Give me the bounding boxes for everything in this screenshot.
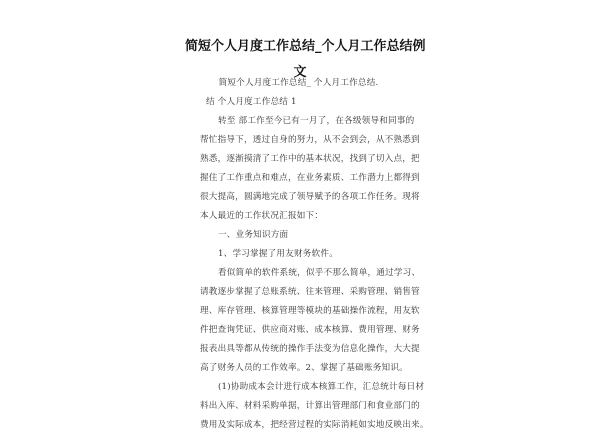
list-item: 1、学习掌握了用友财务软件。	[218, 249, 338, 259]
paragraph-line: 报表出具等都从传统的操作手法变为信息化操作，大大提	[200, 344, 420, 354]
paragraph-line: 理、库存管理、核算管理等模块的基础操作流程，用友软	[200, 306, 420, 316]
paragraph-line: 很大提高，圆满地完成了领导赋予的各项工作任务。现将	[200, 192, 420, 202]
subtitle-line: 简短个人月度工作总结_ 个人月工作总结.	[218, 78, 379, 88]
paragraph-line: 本人最近的工作状况汇报如下：	[200, 211, 324, 221]
paragraph-line: 帮忙指导下，透过自身的努力，从不会到会，从不熟悉到	[200, 135, 420, 145]
paragraph-line: (1)协助成本会计进行成本核算工作，汇总统计每日材	[218, 382, 425, 392]
title-line-1: 简短个人月度工作总结_个人月工作总结例	[185, 39, 426, 54]
document-body	[200, 74, 429, 435]
paragraph-line: 料出入库、材料采购单据，计算出管理部门和食业部门的	[200, 401, 420, 411]
paragraph-line: 件把查询凭证、供应商对账、成本核算、费用管理、财务	[200, 325, 420, 335]
list-heading: 一、业务知识方面	[218, 230, 289, 240]
paragraph-line: 熟悉，逐渐摸清了工作中的基本状况，找到了切入点，把	[200, 154, 420, 164]
paragraph-line: 看似简单的软件系统，似乎不那么简单，通过学习、	[218, 268, 421, 278]
paragraph-line: 转至 部工作至今已有一月了，在各级领导和同事的	[218, 116, 415, 126]
paragraph-line: 费用及实际成本，把经营过程的实际消耗如实地反映出来。	[200, 420, 429, 430]
section-heading: 结 个人月度工作总结 1	[206, 97, 297, 107]
paragraph-line: 握住了工作重点和难点，在业务素质、工作潜力上都得到	[200, 173, 420, 183]
paragraph-line: 高了财务人员的工作效率。2、掌握了基础账务知识。	[200, 363, 408, 373]
title-line-2: 文	[293, 65, 307, 80]
paragraph-line: 请教逐步掌握了总账系统、往来管理、采购管理、销售管	[200, 287, 420, 297]
